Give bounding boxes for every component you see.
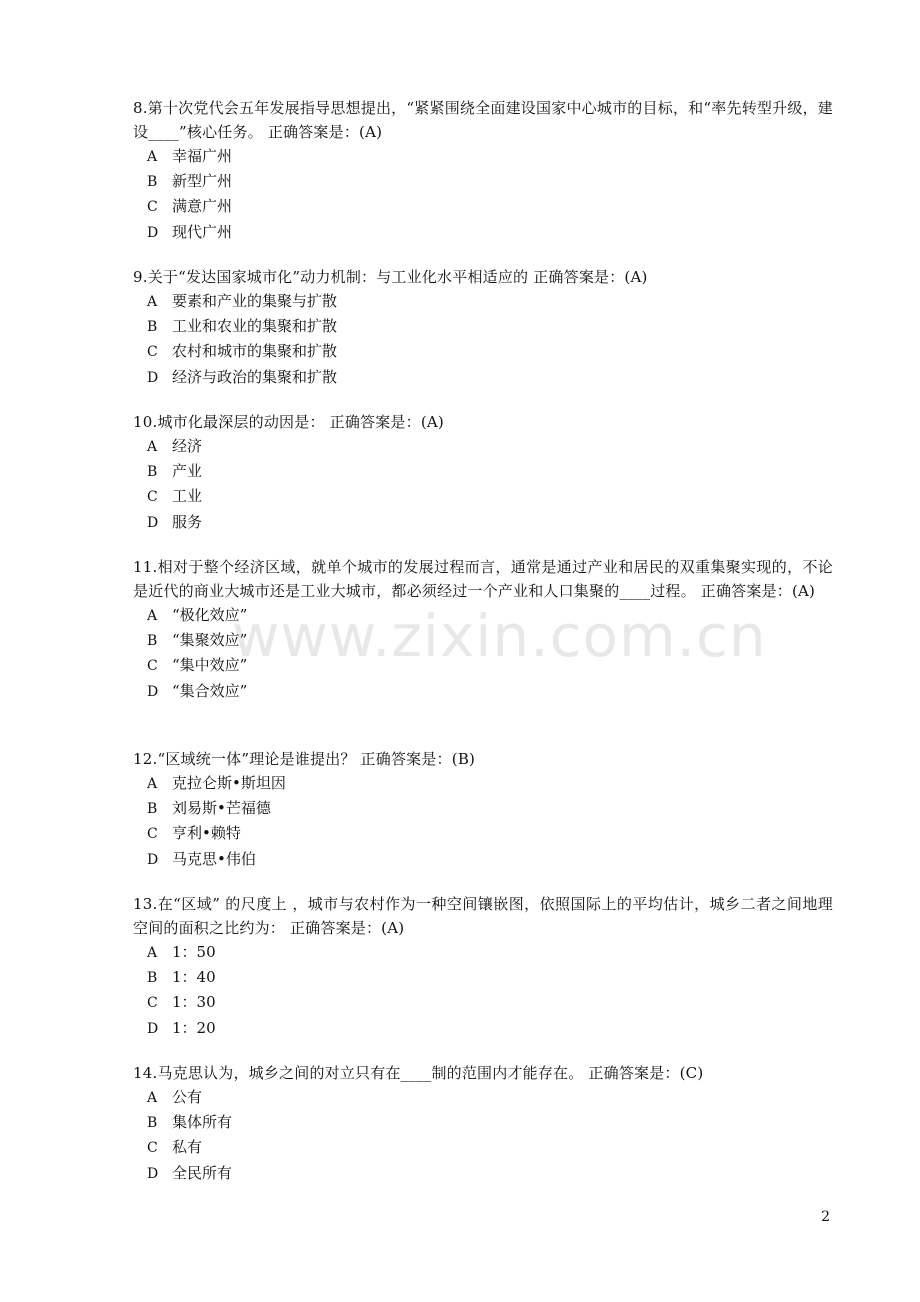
option-list (133, 289, 833, 390)
option-text: 马克思•伟伯 (172, 849, 256, 868)
option-b (133, 169, 833, 194)
option-text: 幸福广州 (172, 147, 233, 165)
question-text: 13.在“区域” 的尺度上 ，城市与农村作为一种空间镶嵌图，依照国际上的平均估计，城乡二者之间地理空间的面积之比约为： 正确答案是：(A) (133, 895, 833, 937)
option-d (133, 220, 833, 245)
option-d (133, 365, 833, 390)
option-text: 1：30 (172, 993, 216, 1012)
option-letter: A (147, 945, 158, 961)
option-text: 满意广州 (172, 197, 233, 216)
option-c (133, 821, 833, 846)
option-list (133, 603, 833, 704)
option-c (133, 194, 833, 219)
option-a (133, 434, 833, 459)
option-a (133, 940, 833, 965)
option-d (133, 1016, 833, 1041)
question-text: 12.“区域统一体”理论是谁提出？ 正确答案是：(B) (133, 750, 476, 768)
option-text: 服务 (172, 512, 203, 531)
option-text: 经济与政治的集聚和扩散 (172, 367, 338, 386)
option-c (133, 1135, 833, 1160)
question-13 (133, 892, 833, 1041)
option-text: 要素和产业的集聚与扩散 (172, 292, 338, 310)
option-letter: A (147, 149, 158, 165)
option-letter: D (147, 683, 159, 700)
question-9 (133, 265, 833, 390)
option-b (133, 796, 833, 821)
option-letter: D (147, 369, 159, 386)
question-text: 8.第十次党代会五年发展指导思想提出，“紧紧围绕全面建设国家中心城市的目标，和“率先转型升级，建设____”核心任务。 正确答案是：(A) (133, 99, 833, 141)
question-text: 9.关于“发达国家城市化”动力机制：与工业化水平相适应的 正确答案是：(A) (133, 268, 648, 286)
option-c (133, 653, 833, 678)
option-a (133, 603, 833, 628)
option-c (133, 339, 833, 364)
question-14 (133, 1061, 833, 1186)
option-text: 现代广州 (172, 222, 233, 241)
option-text: 工业和农业的集聚和扩散 (172, 317, 338, 336)
option-letter: B (147, 174, 158, 191)
option-text: 集体所有 (172, 1113, 233, 1132)
option-list (133, 144, 833, 245)
option-letter: A (147, 294, 158, 310)
option-letter: C (147, 199, 158, 216)
question-text: 11.相对于整个经济区域，就单个城市的发展过程而言，通常是通过产业和居民的双重集聚实现的，不论是近代的商业大城市还是工业大城市，都必须经过一个产业和人口集聚的____过程。 正确答案是：(A) (133, 558, 833, 600)
option-letter: B (147, 970, 158, 987)
option-text: 刘易斯•芒福德 (172, 799, 271, 818)
question-10 (133, 410, 833, 535)
option-d (133, 510, 833, 535)
option-letter: C (147, 995, 158, 1012)
option-letter: C (147, 344, 158, 361)
option-letter: B (147, 801, 158, 818)
option-letter: D (147, 224, 159, 241)
option-letter: A (147, 776, 158, 792)
option-a (133, 144, 833, 169)
option-list (133, 1085, 833, 1186)
option-list (133, 940, 833, 1041)
question-text: 14.马克思认为，城乡之间的对立只有在____制的范围内才能存在。 正确答案是：(C) (133, 1064, 704, 1082)
question-12 (133, 747, 833, 872)
option-b (133, 459, 833, 484)
option-text: 克拉仑斯•斯坦因 (172, 774, 286, 792)
option-text: “集中效应” (172, 656, 248, 675)
option-text: 1：50 (172, 943, 216, 961)
option-d (133, 679, 833, 704)
option-text: 农村和城市的集聚和扩散 (172, 342, 338, 361)
option-letter: B (147, 464, 158, 481)
option-text: 私有 (172, 1138, 203, 1157)
option-b (133, 628, 833, 653)
option-c (133, 484, 833, 509)
option-letter: D (147, 514, 159, 531)
option-letter: A (147, 608, 158, 624)
option-text: 经济 (172, 437, 203, 455)
option-a (133, 289, 833, 314)
option-letter: C (147, 1140, 158, 1157)
option-text: 全民所有 (172, 1163, 233, 1182)
option-a (133, 1085, 833, 1110)
option-b (133, 965, 833, 990)
option-letter: C (147, 826, 158, 843)
option-text: 产业 (172, 462, 203, 481)
option-text: 工业 (172, 487, 203, 506)
option-letter: D (147, 851, 159, 868)
option-letter: A (147, 1090, 158, 1106)
question-8 (133, 96, 833, 245)
option-b (133, 314, 833, 339)
option-d (133, 847, 833, 872)
option-text: 公有 (172, 1088, 203, 1106)
page-number: 2 (821, 1209, 830, 1225)
option-text: “集聚效应” (172, 631, 248, 650)
option-c (133, 990, 833, 1015)
option-list (133, 434, 833, 535)
option-letter: D (147, 1020, 159, 1037)
option-d (133, 1161, 833, 1186)
question-11 (133, 555, 833, 704)
option-text: 亨利•赖特 (172, 824, 241, 843)
option-letter: B (147, 633, 158, 650)
option-letter: C (147, 489, 158, 506)
option-text: 新型广州 (172, 172, 233, 191)
option-b (133, 1110, 833, 1135)
question-text: 10.城市化最深层的动因是： 正确答案是：(A) (133, 413, 444, 431)
option-letter: B (147, 319, 158, 336)
option-text: “极化效应” (172, 606, 248, 624)
option-text: “集合效应” (172, 681, 248, 700)
option-letter: B (147, 1115, 158, 1132)
option-text: 1：40 (172, 968, 216, 987)
option-letter: A (147, 439, 158, 455)
option-a (133, 771, 833, 796)
option-text: 1：20 (172, 1018, 216, 1037)
watermark: www.zixin.com.cn (232, 602, 767, 670)
option-list (133, 771, 833, 872)
option-letter: C (147, 658, 158, 675)
option-letter: D (147, 1165, 159, 1182)
